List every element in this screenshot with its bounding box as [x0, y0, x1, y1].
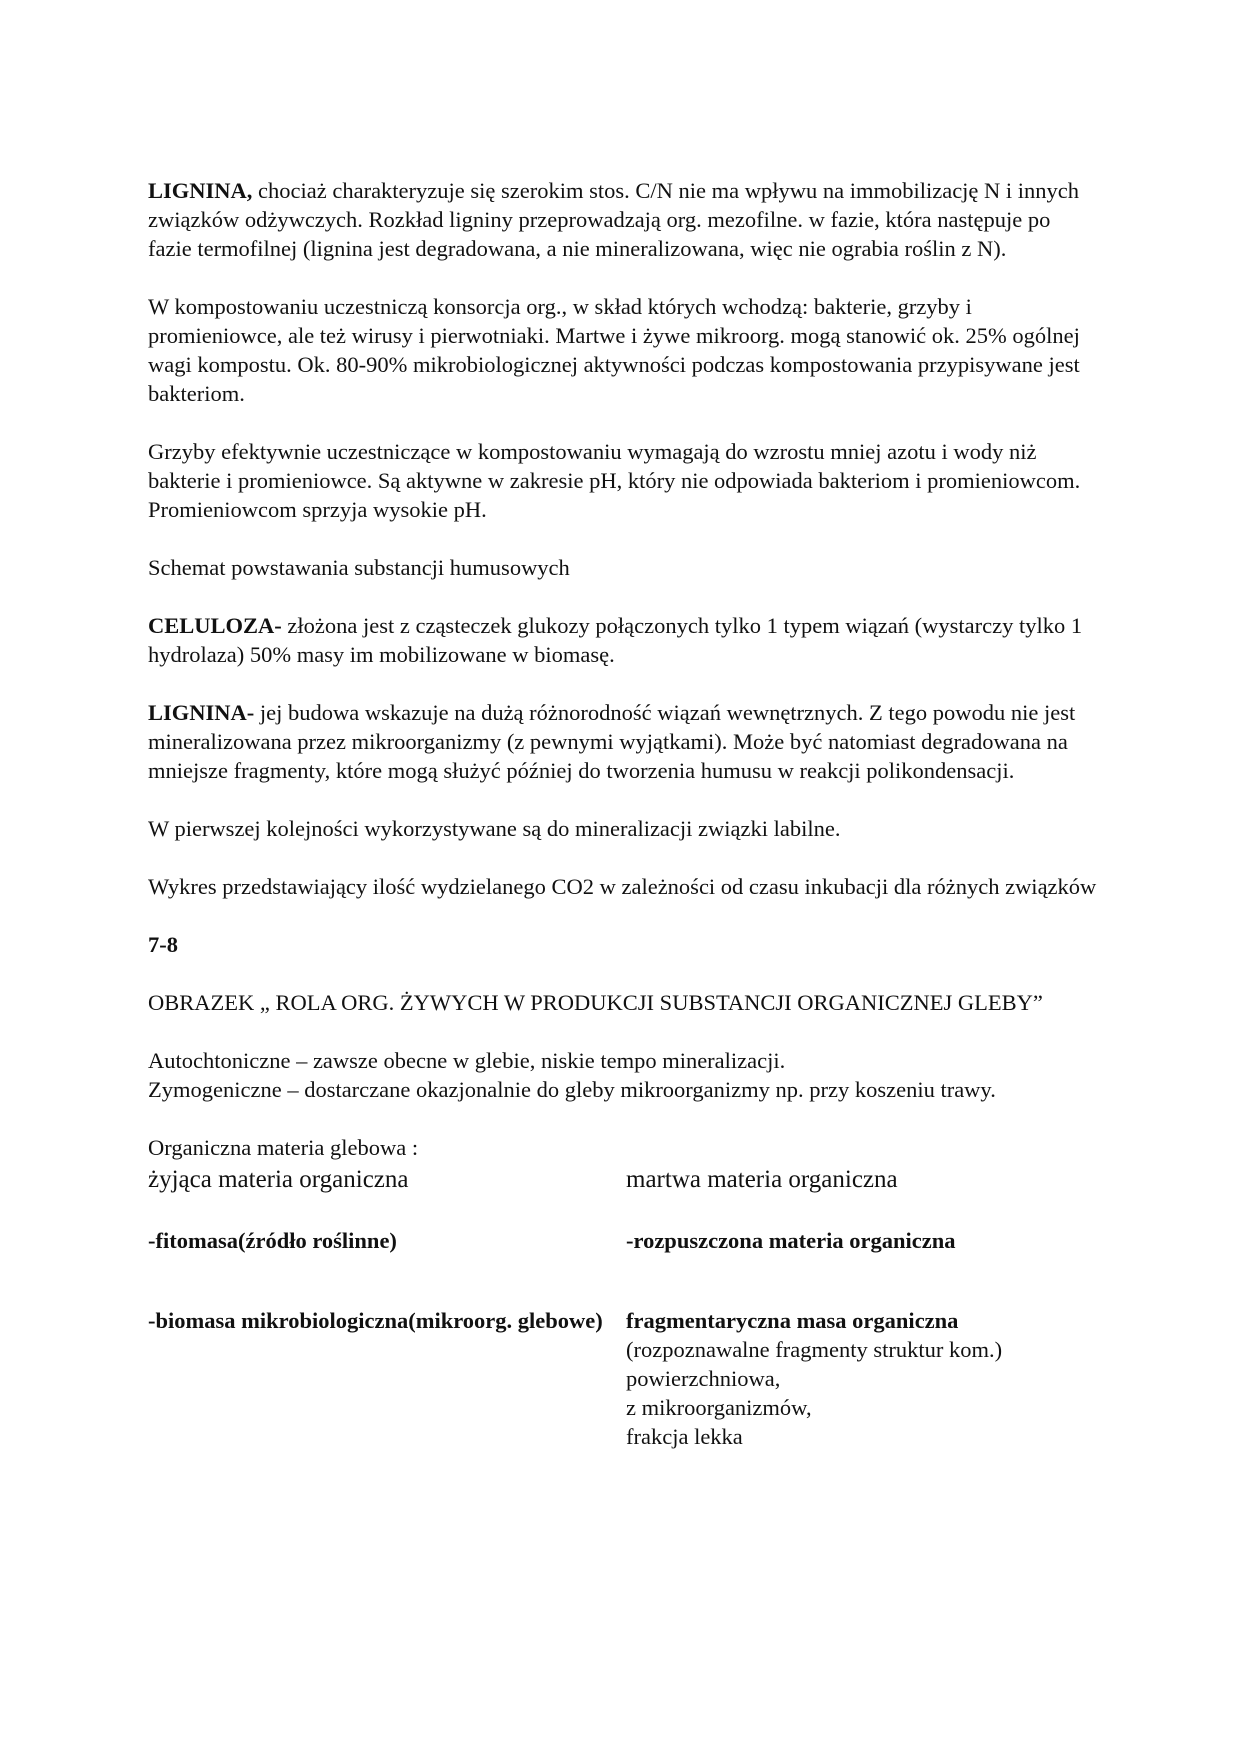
fragmentary-mass-detail: powierzchniowa,	[626, 1366, 781, 1391]
paragraph-text: złożona jest z cząsteczek glukozy połączonych tylko 1 typem wiązań (wystarczy tylko 1 hydrolaza) 50% masy im mobilizowane w biomasę.	[148, 613, 1083, 667]
paragraph-zymogenic: Zymogeniczne – dostarczane okazjonalnie do gleby mikroorganizmy np. przy koszeniu trawy.	[148, 1077, 996, 1102]
fragmentary-mass-item	[626, 1306, 1098, 1335]
paragraph-composting-organisms: W kompostowaniu uczestniczą konsorcja org., w skład których wchodzą: bakterie, grzyby i promieniowce, ale też wirusy i pierwotniaki. Martwe i żywe mikroorg. mogą stanowić ok. 25% ogólnej wagi kompostu. Ok. 80-90% mikrobiologicznej aktywności podczas kompostowania przypisywane jest bakteriom.	[148, 294, 1080, 406]
organic-matter-columns	[148, 1162, 1098, 1451]
fragmentary-mass-term: fragmentaryczna masa organiczna	[626, 1308, 959, 1333]
term-celuloza: CELULOZA-	[148, 613, 282, 638]
paragraph-co2-chart: Wykres przedstawiający ilość wydzielanego CO2 w zależności od czasu inkubacji dla różnych związków	[148, 874, 1097, 899]
term-lignina: LIGNINA,	[148, 178, 253, 203]
paragraph-lignina-intro	[148, 176, 1098, 263]
paragraph-organic-matter: Organiczna materia glebowa :	[148, 1135, 419, 1160]
fragmentary-mass-detail: (rozpoznawalne fragmenty struktur kom.)	[626, 1337, 1003, 1362]
paragraph-autochthonous: Autochtoniczne – zawsze obecne w glebie, niskie tempo mineralizacji.	[148, 1048, 786, 1073]
paragraph-fungi: Grzyby efektywnie uczestniczące w kompostowaniu wymagają do wzrostu mniej azotu i wody niż bakterie i promieniowce. Są aktywne w zakresie pH, który nie odpowiada bakteriom i promieniowcom. Promieniowcom sprzyja wysokie pH.	[148, 439, 1081, 522]
paragraph-figure-caption: OBRAZEK „ ROLA ORG. ŻYWYCH W PRODUKCJI SUBSTANCJI ORGANICZNEJ GLEBY”	[148, 990, 1043, 1015]
fragmentary-mass-detail: z mikroorganizmów,	[626, 1395, 812, 1420]
phytomass-item: -fitomasa(źródło roślinne)	[148, 1228, 397, 1253]
paragraph-text: jej budowa wskazuje na dużą różnorodność wiązań wewnętrznych. Z tego powodu nie jest mineralizowana przez mikroorganizmy (z pewnymi wyjątkami). Może być natomiast degradowana na mniejsze fragmenty, które mogą służyć później do tworzenia humusu w reakcji polikondensacji.	[148, 700, 1076, 783]
living-matter-heading: żyjąca materia organiczna	[148, 1166, 409, 1193]
paragraph-celuloza	[148, 611, 1098, 669]
microbial-biomass-item: -biomasa mikrobiologiczna(mikroorg. glebowe)	[148, 1308, 603, 1333]
dissolved-organic-matter-item: -rozpuszczona materia organiczna	[626, 1228, 956, 1253]
dead-matter-column	[626, 1162, 1098, 1451]
paragraph-humus-scheme: Schemat powstawania substancji humusowych	[148, 555, 570, 580]
term-lignina: LIGNINA-	[148, 700, 255, 725]
dead-matter-heading: martwa materia organiczna	[626, 1166, 898, 1193]
paragraph-labile-compounds: W pierwszej kolejności wykorzystywane są do mineralizacji związki labilne.	[148, 816, 841, 841]
fragmentary-mass-detail: frakcja lekka	[626, 1424, 743, 1449]
document-page	[148, 176, 1098, 1451]
paragraph-text: chociaż charakteryzuje się szerokim stos. C/N nie ma wpływu na immobilizację N i innych związków odżywczych. Rozkład ligniny przeprowadzają org. mezofilne. w fazie, która następuje po fazie termofilnej (lignina jest degradowana, a nie mineralizowana, więc nie ograbia roślin z N).	[148, 178, 1080, 261]
living-matter-column	[148, 1162, 626, 1451]
paragraph-lignina-structure	[148, 698, 1098, 785]
section-number: 7-8	[148, 932, 178, 957]
